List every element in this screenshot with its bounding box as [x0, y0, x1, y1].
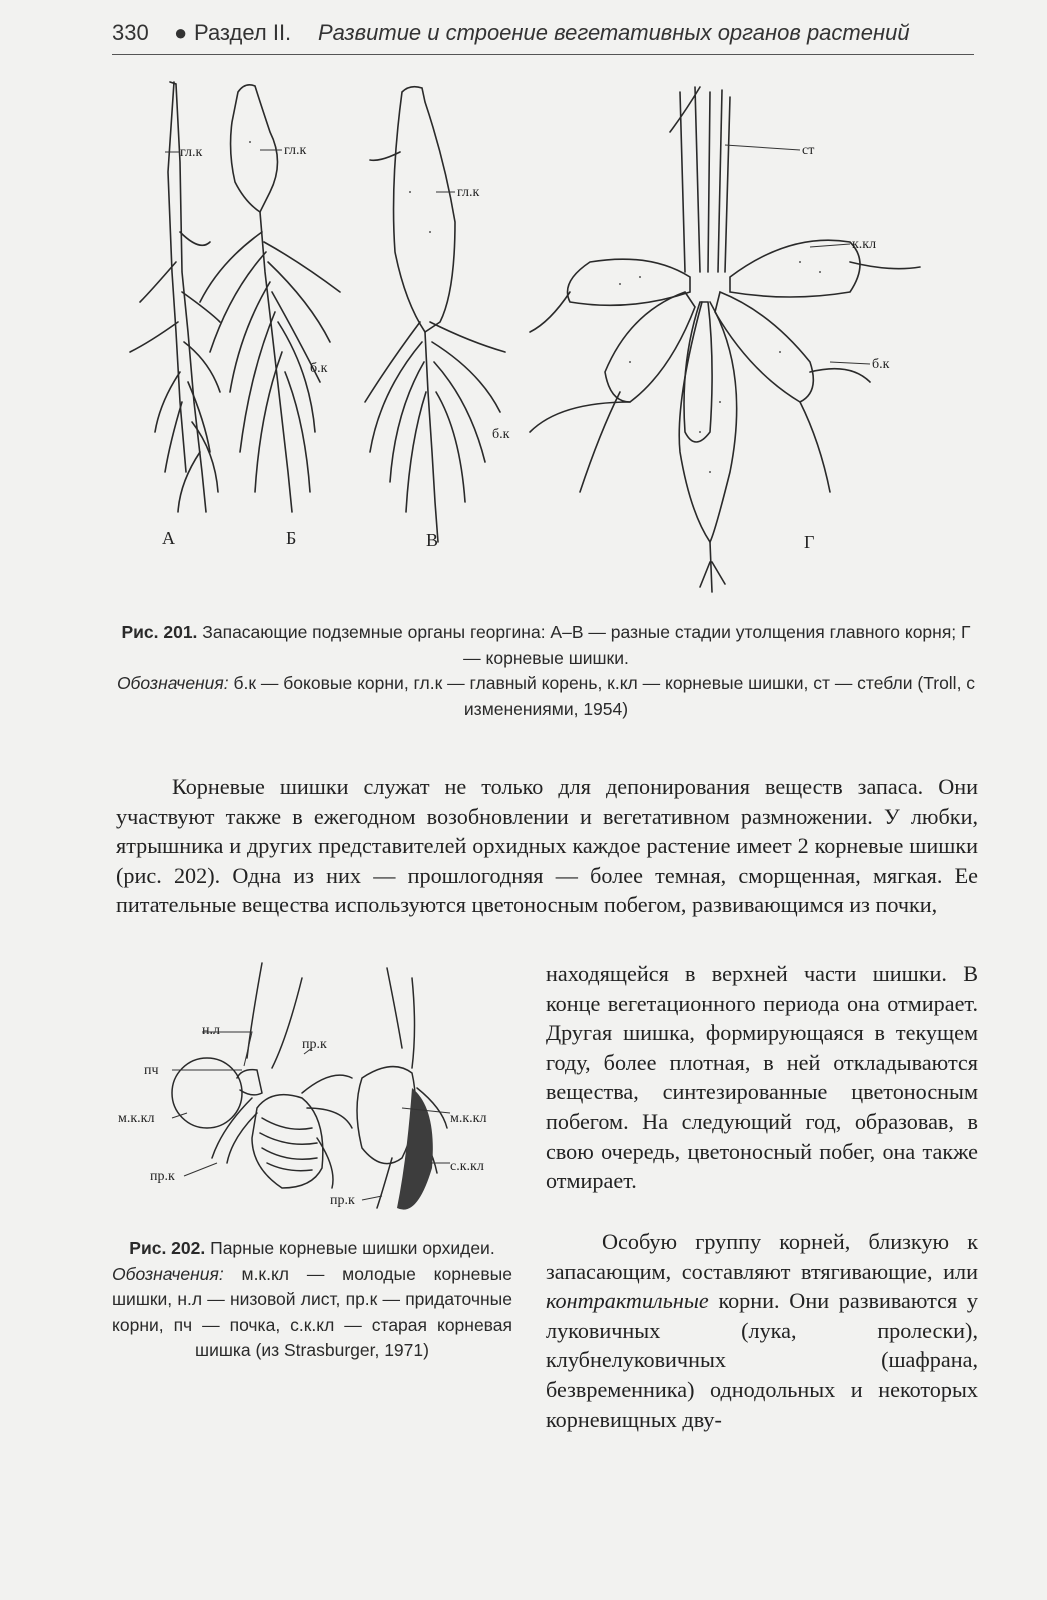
- bullet-icon: ●: [174, 20, 188, 45]
- body-paragraph-2: [546, 1227, 978, 1434]
- label-d-lateral-root: б.к: [872, 357, 890, 372]
- label-a-main-root: гл.к: [180, 145, 203, 160]
- section-label: Раздел II.: [194, 20, 292, 45]
- chapter-title: Развитие и строение вегетативных органов растений: [318, 20, 910, 45]
- body-paragraph-1-text: Корневые шишки служат не только для депонирования веществ запаса. Они участвуют также в ежегодном возобновлении и вегетативном размножении. У любки, ятрышника и других представителей орхидных каждое растение имеет 2 корневые шишки (рис. 202). Одна из них — прошлогодняя — более темная, сморщенная, мягкая. Ее питательные вещества используются цветоносным побегом, развивающимся из почки,: [116, 774, 978, 918]
- label-b-main-root: гл.к: [284, 143, 307, 158]
- figure-202-legend-text: м.к.кл — молодые корневые шишки, н.л — низовой лист, пр.к — придаточные корни, пч — почка, с.к.кл — старая корневая шишка (из Strasburger, 1971): [112, 1263, 512, 1360]
- panel-a-drawing: [130, 82, 220, 512]
- label-bud: пч: [144, 1063, 159, 1078]
- body-paragraph-1: [116, 772, 978, 920]
- label-young-tuber-right: м.к.кл: [450, 1111, 487, 1126]
- panel-label-d: Г: [804, 532, 815, 552]
- page-number: 330: [112, 20, 149, 45]
- term-contractile: контрактильные: [546, 1288, 709, 1314]
- figure-201-caption: [112, 620, 980, 722]
- figure-202-illustration: [112, 958, 512, 1228]
- label-basal-leaf: н.л: [202, 1023, 220, 1038]
- label-b-lateral-root: б.к: [310, 361, 328, 376]
- figure-201-number: Рис. 201.: [121, 622, 198, 642]
- panel-label-a: А: [162, 528, 175, 548]
- old-tuber-shading: [397, 1088, 433, 1210]
- label-d-root-tuber: к.кл: [852, 237, 877, 252]
- figure-202-legend-lead: Обозначения:: [112, 1263, 224, 1284]
- panel-c-drawing: [365, 87, 505, 542]
- body-paragraph-1-continued-text: находящейся в верхней части шишки. В конце вегетационного периода она отмирает. Другая шишка, формирующаяся в текущем году, более плотная, в ней откладываются вещества, синтезированные цветоносным побегом. На следующий год, образовав, в свою очередь, цветоносный побег, она также отмирает.: [546, 961, 978, 1194]
- figure-201-illustration: [110, 72, 970, 612]
- body-paragraph-2-start: Особую группу корней, близкую к запасающим, составляют втягивающие, или: [546, 1229, 978, 1284]
- figure-201-legend-lead: Обозначения:: [116, 673, 229, 693]
- label-c-main-root: гл.к: [457, 185, 480, 200]
- label-adventitious-root-top: пр.к: [302, 1037, 327, 1052]
- panel-d-drawing: [530, 87, 920, 592]
- label-young-tuber-left: м.к.кл: [118, 1111, 155, 1126]
- figure-201-legend-text: б.к — боковые корни, гл.к — главный корень, к.кл — корневые шишки, ст — стебли (Troll, с изменениями, 1954): [233, 673, 976, 719]
- label-c-lateral-root: б.к: [492, 427, 510, 442]
- bud-sphere: [172, 1058, 242, 1128]
- figure-201-caption-text: Запасающие подземные органы георгина: А–В — разные стадии утолщения главного корня; Г — корневые шишки.: [202, 622, 971, 668]
- figure-202-caption: [112, 1236, 512, 1364]
- panel-label-c: В: [426, 530, 439, 550]
- panel-d-stipple: [249, 141, 821, 473]
- panel-b-drawing: [200, 85, 340, 512]
- label-adventitious-root-left: пр.к: [150, 1169, 175, 1184]
- running-header: [112, 18, 974, 55]
- label-d-stems: ст: [802, 143, 815, 158]
- panel-label-b: Б: [286, 528, 297, 548]
- label-old-tuber: с.к.кл: [450, 1159, 484, 1174]
- label-adventitious-root-bottom: пр.к: [330, 1193, 355, 1208]
- body-paragraph-1-continued: [546, 959, 978, 1196]
- body-paragraph-2-end: корни. Они развиваются у луковичных (лука, пролески), клубнелуковичных (шафрана, безвременника) однодольных и некоторых корневищных дву-: [546, 1288, 979, 1432]
- figure-202-caption-text: Парные корневые шишки орхидеи.: [210, 1238, 495, 1258]
- figure-202-number: Рис. 202.: [129, 1238, 206, 1258]
- body-paragraph-2-text: [546, 1227, 978, 1434]
